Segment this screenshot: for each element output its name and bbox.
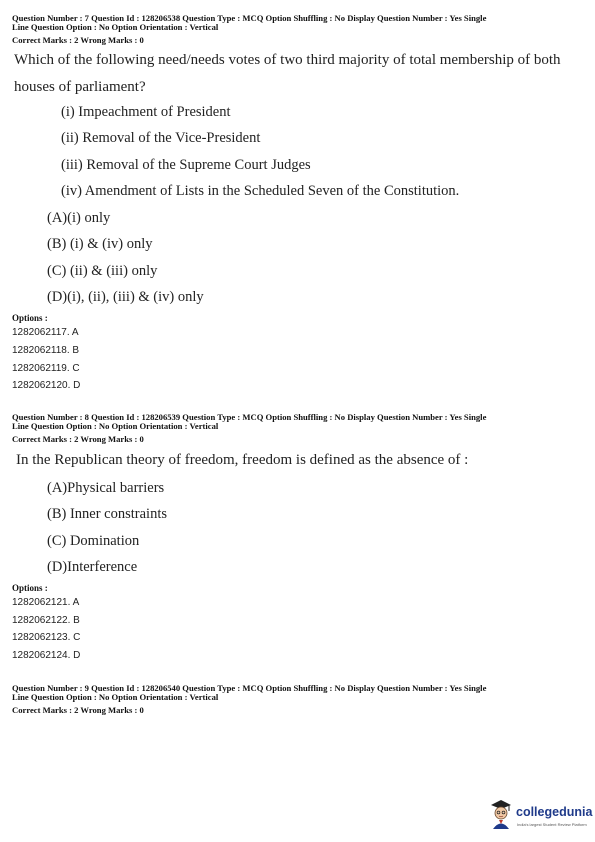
q8-choice-d: (D)Interference	[47, 559, 138, 575]
q7-header-line2: Line Question Option : No Option Orientation : Vertical	[12, 22, 219, 32]
q9-header-line1: Question Number : 9 Question Id : 128206540 Question Type : MCQ Option Shuffling : No Display Question Number : Yes Single	[12, 683, 487, 693]
q7-statement-i: (i) Impeachment of President	[61, 104, 231, 120]
student-mascot-icon	[488, 798, 514, 830]
q7-marks: Correct Marks : 2 Wrong Marks : 0	[12, 35, 144, 45]
q7-choice-b: (B) (i) & (iv) only	[47, 236, 153, 252]
q8-header-line1: Question Number : 8 Question Id : 128206539 Question Type : MCQ Option Shuffling : No Display Question Number : Yes Single	[12, 412, 487, 422]
q8-option-id-c: 1282062123. C	[12, 632, 81, 643]
q8-choice-c: (C) Domination	[47, 533, 140, 549]
q9-header-line2: Line Question Option : No Option Orientation : Vertical	[12, 692, 219, 702]
q7-header-line1: Question Number : 7 Question Id : 128206538 Question Type : MCQ Option Shuffling : No Display Question Number : Yes Single	[12, 13, 487, 23]
q8-choice-a: (A)Physical barriers	[47, 480, 165, 496]
q7-option-id-d: 1282062120. D	[12, 380, 81, 391]
q8-option-id-a: 1282062121. A	[12, 597, 80, 608]
q7-options-label: Options :	[12, 313, 48, 323]
q7-statement-iii: (iii) Removal of the Supreme Court Judges	[61, 157, 311, 173]
brand-tagline: India's largest Student Review Platform	[517, 822, 587, 827]
q7-question-text-line2: houses of parliament?	[14, 79, 146, 95]
q8-header-line2: Line Question Option : No Option Orientation : Vertical	[12, 421, 219, 431]
q8-option-id-d: 1282062124. D	[12, 650, 81, 661]
q8-option-id-b: 1282062122. B	[12, 615, 80, 626]
q7-option-id-b: 1282062118. B	[12, 345, 80, 356]
q7-choice-d: (D)(i), (ii), (iii) & (iv) only	[47, 289, 204, 305]
brand-name: collegedunia	[516, 805, 593, 819]
q8-question-text: In the Republican theory of freedom, freedom is defined as the absence of :	[16, 452, 469, 468]
q7-choice-a: (A)(i) only	[47, 210, 111, 226]
q9-marks: Correct Marks : 2 Wrong Marks : 0	[12, 705, 144, 715]
q7-statement-iv: (iv) Amendment of Lists in the Scheduled Seven of the Constitution.	[61, 183, 460, 199]
q7-choice-c: (C) (ii) & (iii) only	[47, 263, 158, 279]
collegedunia-logo	[488, 798, 593, 832]
q7-statement-ii: (ii) Removal of the Vice-President	[61, 130, 261, 146]
q8-marks: Correct Marks : 2 Wrong Marks : 0	[12, 434, 144, 444]
q7-option-id-c: 1282062119. C	[12, 363, 80, 374]
q7-question-text-line1: Which of the following need/needs votes of two third majority of total membership of both	[14, 52, 561, 68]
q8-options-label: Options :	[12, 583, 48, 593]
q7-option-id-a: 1282062117. A	[12, 327, 79, 338]
q8-choice-b: (B) Inner constraints	[47, 506, 167, 522]
